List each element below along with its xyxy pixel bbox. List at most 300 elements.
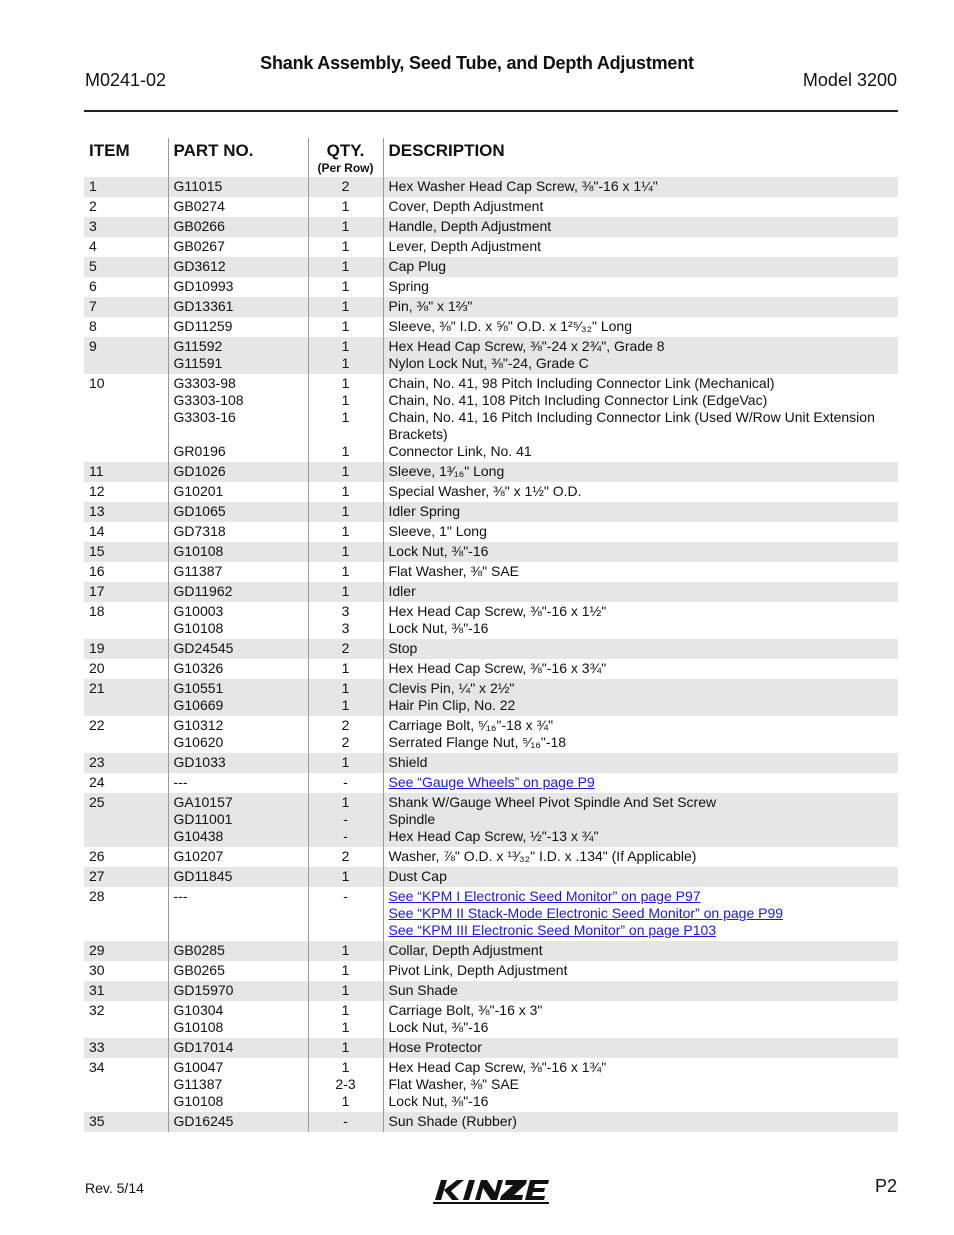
table-row <box>84 847 898 867</box>
part-number-cell <box>168 502 308 522</box>
table-row <box>84 462 898 482</box>
part-number: G10551 <box>173 680 224 696</box>
quantity-cell <box>308 793 383 847</box>
description: Sun Shade <box>388 982 458 998</box>
item-number: 13 <box>89 503 105 519</box>
part-number: GD1033 <box>173 754 226 770</box>
revision-label: Rev. 5/14 <box>85 1180 144 1196</box>
part-number-cell <box>168 1001 308 1038</box>
quantity: 2 <box>341 848 350 864</box>
quantity: 1 <box>341 463 350 479</box>
table-row <box>84 297 898 317</box>
description-cell <box>383 1112 898 1132</box>
quantity-cell <box>308 542 383 562</box>
item-number-cell <box>84 793 168 847</box>
item-number: 10 <box>89 375 105 391</box>
quantity: 1 <box>341 338 350 354</box>
part-number-cell <box>168 297 308 317</box>
description: Pin, ⅜" x 1⅔" <box>388 298 473 314</box>
quantity-cell <box>308 522 383 542</box>
cross-reference-link[interactable]: See “KPM I Electronic Seed Monitor” on page P97 <box>388 888 701 904</box>
description-cell <box>383 981 898 1001</box>
part-number-cell <box>168 217 308 237</box>
item-number: 23 <box>89 754 105 770</box>
item-number-cell <box>84 981 168 1001</box>
kinze-logo <box>431 1174 549 1206</box>
column-header-part-no: PART NO. <box>168 138 308 177</box>
part-number: G10201 <box>173 483 224 499</box>
item-number-cell <box>84 941 168 961</box>
table-row <box>84 197 898 217</box>
page-title: Shank Assembly, Seed Tube, and Depth Adjustment <box>260 53 694 73</box>
item-number: 31 <box>89 982 105 998</box>
quantity-cell <box>308 1058 383 1112</box>
part-number: GD17014 <box>173 1039 234 1055</box>
table-row <box>84 602 898 639</box>
item-number: 3 <box>89 218 97 234</box>
table-row <box>84 887 898 941</box>
part-number: G10326 <box>173 660 224 676</box>
description: Lever, Depth Adjustment <box>388 238 542 254</box>
quantity: 1 <box>341 1039 350 1055</box>
item-number-cell <box>84 277 168 297</box>
item-number: 14 <box>89 523 105 539</box>
table-row <box>84 374 898 462</box>
quantity: 1 <box>341 298 350 314</box>
description: Hose Protector <box>388 1039 482 1055</box>
quantity: 1 <box>341 660 350 676</box>
table-row <box>84 1001 898 1038</box>
description-cell <box>383 1038 898 1058</box>
item-number: 22 <box>89 717 105 733</box>
quantity-cell <box>308 867 383 887</box>
quantity-cell <box>308 659 383 679</box>
description: Washer, ⅞" O.D. x ¹³⁄₃₂" I.D. x .134" (If Applicable) <box>388 848 697 864</box>
item-number-cell <box>84 753 168 773</box>
part-number: GD1065 <box>173 503 226 519</box>
quantity-cell <box>308 482 383 502</box>
item-number: 15 <box>89 543 105 559</box>
item-number: 11 <box>89 463 104 479</box>
item-number: 20 <box>89 660 105 676</box>
item-number-cell <box>84 297 168 317</box>
description-cell <box>383 337 898 374</box>
part-number-cell <box>168 793 308 847</box>
item-number: 30 <box>89 962 105 978</box>
item-number-cell <box>84 961 168 981</box>
part-number: GD1026 <box>173 463 226 479</box>
item-number-cell <box>84 502 168 522</box>
item-number: 29 <box>89 942 105 958</box>
description: Lock Nut, ⅜"-16 <box>388 1019 489 1035</box>
table-row <box>84 257 898 277</box>
quantity: 3 <box>341 603 350 619</box>
description-cell <box>383 753 898 773</box>
part-number-cell <box>168 847 308 867</box>
item-number: 12 <box>89 483 105 499</box>
item-number-cell <box>84 679 168 716</box>
description-cell <box>383 197 898 217</box>
item-number: 34 <box>89 1059 105 1075</box>
description-cell <box>383 542 898 562</box>
part-number: G10003 <box>173 603 224 619</box>
table-row <box>84 177 898 197</box>
item-number: 25 <box>89 794 105 810</box>
part-number: GB0285 <box>173 942 225 958</box>
part-number: G10108 <box>173 1019 224 1035</box>
quantity: 1 <box>341 375 350 391</box>
item-number: 7 <box>89 298 97 314</box>
column-header-item: ITEM <box>89 141 130 160</box>
part-number: GR0196 <box>173 443 226 459</box>
part-number-cell <box>168 197 308 217</box>
quantity-cell <box>308 981 383 1001</box>
description: Stop <box>388 640 418 656</box>
part-number: G11015 <box>173 178 223 194</box>
item-number-cell <box>84 582 168 602</box>
description-cell <box>383 941 898 961</box>
description: Cap Plug <box>388 258 447 274</box>
description: Brackets) <box>388 426 448 442</box>
table-row <box>84 1058 898 1112</box>
part-number: GD13361 <box>173 298 234 314</box>
description: Idler <box>388 583 416 599</box>
part-number: GD11845 <box>173 868 233 884</box>
quantity-cell <box>308 941 383 961</box>
table-row <box>84 317 898 337</box>
description: Shield <box>388 754 428 770</box>
cross-reference-link[interactable]: See “Gauge Wheels” on page P9 <box>388 774 595 790</box>
quantity <box>309 426 383 443</box>
item-number: 8 <box>89 318 97 334</box>
item-number-cell <box>84 639 168 659</box>
item-number-cell <box>84 887 168 941</box>
quantity: 1 <box>341 523 350 539</box>
description: Hex Head Cap Screw, ½"-13 x ¾" <box>388 828 599 844</box>
quantity-cell <box>308 961 383 981</box>
quantity-cell <box>308 679 383 716</box>
description-cell <box>383 659 898 679</box>
quantity: 1 <box>341 982 350 998</box>
quantity-cell <box>308 237 383 257</box>
table-row <box>84 679 898 716</box>
description: Hex Head Cap Screw, ⅜"-24 x 2¾", Grade 8 <box>388 338 665 354</box>
part-number-cell <box>168 679 308 716</box>
table-header-row <box>84 138 898 177</box>
description: Sleeve, 1³⁄₁₆" Long <box>388 463 505 479</box>
quantity: 1 <box>341 1059 350 1075</box>
table-row <box>84 867 898 887</box>
quantity-cell <box>308 502 383 522</box>
part-number: GB0274 <box>173 198 225 214</box>
description: Spring <box>388 278 429 294</box>
table-row <box>84 941 898 961</box>
quantity: - <box>343 1113 348 1129</box>
item-number-cell <box>84 197 168 217</box>
item-number-cell <box>84 317 168 337</box>
part-number-cell <box>168 237 308 257</box>
part-number-cell <box>168 277 308 297</box>
quantity-cell <box>308 462 383 482</box>
quantity-cell <box>308 197 383 217</box>
table-row <box>84 582 898 602</box>
description: Clevis Pin, ¼" x 2½" <box>388 680 515 696</box>
item-number-cell <box>84 522 168 542</box>
description-cell <box>383 582 898 602</box>
item-number-cell <box>84 773 168 793</box>
item-number: 33 <box>89 1039 105 1055</box>
quantity: 1 <box>341 483 350 499</box>
table-row <box>84 562 898 582</box>
part-number-cell <box>168 941 308 961</box>
description: Chain, No. 41, 98 Pitch Including Connector Link (Mechanical) <box>388 375 775 391</box>
qty-header-label: QTY. <box>326 141 365 160</box>
quantity-cell <box>308 887 383 941</box>
table-row <box>84 793 898 847</box>
quantity-cell <box>308 716 383 753</box>
table-row <box>84 981 898 1001</box>
description: Flat Washer, ⅜" SAE <box>388 1076 519 1092</box>
quantity-cell <box>308 1001 383 1038</box>
quantity: 1 <box>341 258 350 274</box>
part-number-cell <box>168 639 308 659</box>
part-number-cell <box>168 981 308 1001</box>
table-row <box>84 502 898 522</box>
description-cell <box>383 522 898 542</box>
part-number-cell <box>168 1038 308 1058</box>
quantity: 1 <box>341 318 350 334</box>
quantity: 1 <box>341 218 350 234</box>
description-cell <box>383 847 898 867</box>
item-number: 17 <box>89 583 105 599</box>
quantity-cell <box>308 374 383 462</box>
part-number-cell <box>168 659 308 679</box>
part-number-cell <box>168 177 308 197</box>
description-cell <box>383 177 898 197</box>
item-number-cell <box>84 1112 168 1132</box>
cross-reference-link[interactable]: See “KPM III Electronic Seed Monitor” on page P103 <box>388 922 717 938</box>
part-number: G10669 <box>173 697 224 713</box>
description-cell <box>383 867 898 887</box>
part-number-cell <box>168 867 308 887</box>
table-row <box>84 542 898 562</box>
quantity: 1 <box>341 1019 350 1035</box>
table-row <box>84 716 898 753</box>
table-row <box>84 639 898 659</box>
quantity-cell <box>308 1038 383 1058</box>
part-number: GB0267 <box>173 238 225 254</box>
quantity: 2 <box>341 178 350 194</box>
description: Sleeve, ⅜" I.D. x ⅝" O.D. x 1²⁵⁄₃₂" Long <box>388 318 633 334</box>
quantity: - <box>343 774 348 790</box>
quantity-cell <box>308 602 383 639</box>
quantity: 1 <box>341 355 350 371</box>
description-cell <box>383 297 898 317</box>
quantity: 1 <box>341 1093 350 1109</box>
parts-table <box>84 138 898 1132</box>
description: Hex Head Cap Screw, ⅜"-16 x 1¾" <box>388 1059 607 1075</box>
part-number: GB0265 <box>173 962 225 978</box>
description-cell <box>383 482 898 502</box>
description-cell <box>383 277 898 297</box>
part-number: GD7318 <box>173 523 226 539</box>
description: Handle, Depth Adjustment <box>388 218 552 234</box>
parts-table-body <box>84 177 898 1132</box>
item-number-cell <box>84 867 168 887</box>
part-number: G3303-16 <box>173 409 236 425</box>
item-number: 6 <box>89 278 97 294</box>
item-number-cell <box>84 1058 168 1112</box>
part-number: G11387 <box>173 563 223 579</box>
part-number-cell <box>168 1112 308 1132</box>
item-number: 5 <box>89 258 97 274</box>
part-number: GD11962 <box>173 583 233 599</box>
part-number: GA10157 <box>173 794 233 810</box>
table-row <box>84 482 898 502</box>
table-row <box>84 753 898 773</box>
part-number: G10047 <box>173 1059 224 1075</box>
table-row <box>84 961 898 981</box>
table-row <box>84 522 898 542</box>
part-number: GD24545 <box>173 640 234 656</box>
part-number-cell <box>168 602 308 639</box>
item-number-cell <box>84 716 168 753</box>
item-number: 16 <box>89 563 105 579</box>
item-number-cell <box>84 847 168 867</box>
quantity: 1 <box>341 754 350 770</box>
description-cell <box>383 1001 898 1038</box>
part-number-cell <box>168 522 308 542</box>
part-number: GD11259 <box>173 318 233 334</box>
part-number-cell <box>168 482 308 502</box>
description-cell <box>383 317 898 337</box>
part-number-cell <box>168 337 308 374</box>
part-number: G10108 <box>173 1093 224 1109</box>
quantity-cell <box>308 582 383 602</box>
part-number-cell <box>168 317 308 337</box>
qty-header-sublabel: (Per Row) <box>317 161 374 175</box>
item-number: 2 <box>89 198 97 214</box>
quantity: 1 <box>341 868 350 884</box>
quantity: - <box>343 828 348 844</box>
description-cell <box>383 217 898 237</box>
part-number: G11591 <box>173 355 223 371</box>
description-cell <box>383 502 898 522</box>
item-number-cell <box>84 482 168 502</box>
table-row <box>84 659 898 679</box>
part-number: G10304 <box>173 1002 224 1018</box>
part-number-cell <box>168 462 308 482</box>
description-cell <box>383 961 898 981</box>
part-number: G3303-108 <box>173 392 244 408</box>
description: Shank W/Gauge Wheel Pivot Spindle And Set Screw <box>388 794 717 810</box>
part-number-cell <box>168 961 308 981</box>
part-number-cell <box>168 716 308 753</box>
table-row <box>84 773 898 793</box>
quantity-cell <box>308 277 383 297</box>
description-cell <box>383 887 898 941</box>
table-row <box>84 237 898 257</box>
item-number-cell <box>84 1001 168 1038</box>
quantity-cell <box>308 337 383 374</box>
quantity-cell <box>308 217 383 237</box>
quantity: 1 <box>341 942 350 958</box>
quantity: 3 <box>341 620 350 636</box>
part-number: G3303-98 <box>173 375 236 391</box>
description: Lock Nut, ⅜"-16 <box>388 543 489 559</box>
quantity: 2 <box>341 734 350 750</box>
quantity-cell <box>308 562 383 582</box>
item-number-cell <box>84 659 168 679</box>
quantity: 2 <box>341 640 350 656</box>
quantity: - <box>343 811 348 827</box>
quantity: 1 <box>341 962 350 978</box>
description-cell <box>383 257 898 277</box>
item-number: 28 <box>89 888 105 904</box>
model-name: Model 3200 <box>802 70 897 90</box>
description-cell <box>383 602 898 639</box>
part-number: G10108 <box>173 543 224 559</box>
description: Sleeve, 1" Long <box>388 523 487 539</box>
description: Sun Shade (Rubber) <box>388 1113 517 1129</box>
part-number-cell <box>168 542 308 562</box>
description: Carriage Bolt, ⁵⁄₁₆"-18 x ¾" <box>388 717 554 733</box>
item-number-cell <box>84 602 168 639</box>
quantity: 1 <box>341 794 350 810</box>
part-number: GD15970 <box>173 982 234 998</box>
item-number-cell <box>84 1038 168 1058</box>
table-row <box>84 337 898 374</box>
column-header-qty <box>308 138 383 177</box>
cross-reference-link[interactable]: See “KPM II Stack-Mode Electronic Seed Monitor” on page P99 <box>388 905 784 921</box>
item-number-cell <box>84 177 168 197</box>
table-row <box>84 277 898 297</box>
quantity: 2 <box>341 717 350 733</box>
description: Idler Spring <box>388 503 461 519</box>
description-cell <box>383 237 898 257</box>
description: Pivot Link, Depth Adjustment <box>388 962 568 978</box>
item-number: 24 <box>89 774 105 790</box>
description: Hex Washer Head Cap Screw, ⅜"-16 x 1¼" <box>388 178 658 194</box>
page-number: P2 <box>874 1176 897 1196</box>
item-number-cell <box>84 542 168 562</box>
part-number-cell <box>168 753 308 773</box>
description-cell <box>383 679 898 716</box>
quantity-cell <box>308 773 383 793</box>
part-number: GD16245 <box>173 1113 234 1129</box>
quantity: 1 <box>341 680 350 696</box>
description: Hex Head Cap Screw, ⅜"-16 x 3¾" <box>388 660 607 676</box>
part-number: GD10993 <box>173 278 234 294</box>
quantity-cell <box>308 297 383 317</box>
part-number-cell <box>168 773 308 793</box>
description-cell <box>383 374 898 462</box>
description-cell <box>383 562 898 582</box>
part-number: G11387 <box>173 1076 223 1092</box>
description: Chain, No. 41, 16 Pitch Including Connector Link (Used W/Row Unit Extension <box>388 409 875 425</box>
description-cell <box>383 773 898 793</box>
quantity-cell <box>308 257 383 277</box>
quantity-cell <box>308 847 383 867</box>
description: Special Washer, ⅜" x 1½" O.D. <box>388 483 582 499</box>
header-divider <box>84 110 898 112</box>
quantity-cell <box>308 1112 383 1132</box>
item-number: 32 <box>89 1002 105 1018</box>
quantity: 1 <box>341 583 350 599</box>
description: Nylon Lock Nut, ⅜"-24, Grade C <box>388 355 589 371</box>
part-number-cell <box>168 562 308 582</box>
item-number-cell <box>84 462 168 482</box>
